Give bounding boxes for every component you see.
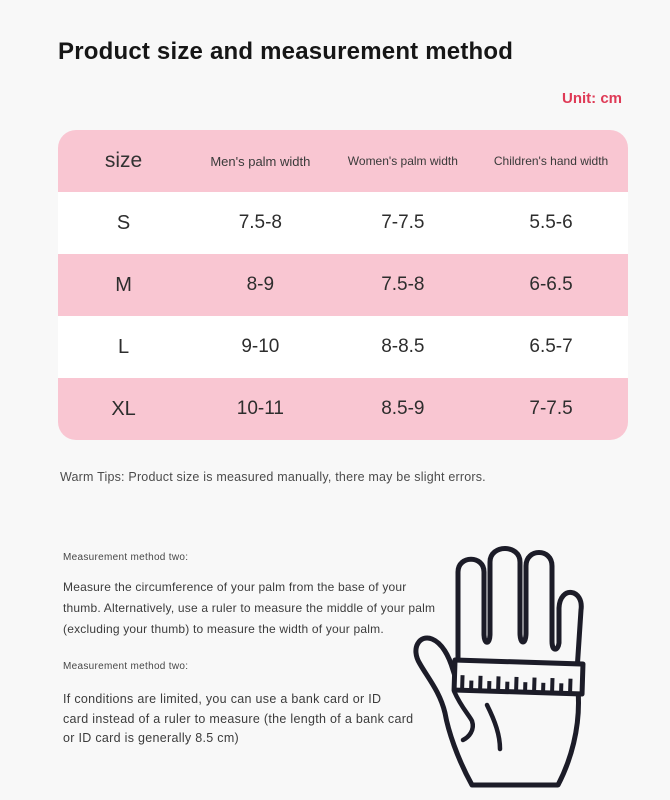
column-header-size: size	[104, 149, 143, 172]
table-row-l	[58, 316, 628, 378]
ruler-body	[454, 660, 583, 694]
measurement-method-2-label: Measurement method two:	[63, 661, 189, 672]
women-value-cell: 7-7.5	[381, 212, 425, 233]
column-header-children: Children's hand width	[493, 154, 609, 168]
children-value-cell: 6.5-7	[529, 336, 573, 357]
table-row-s	[58, 192, 628, 254]
men-value-cell: 9-10	[241, 336, 280, 357]
column-header-men: Men's palm width	[210, 153, 311, 169]
text-line: or ID card is generally 8.5 cm)	[63, 731, 240, 745]
men-value-cell: 7.5-8	[238, 212, 282, 233]
size-cell: L	[117, 335, 130, 358]
text-line: If conditions are limited, you can use a bank card or ID	[63, 692, 382, 706]
women-value-cell: 8.5-9	[381, 398, 425, 419]
table-row-xl	[58, 378, 628, 440]
table-row-m	[58, 254, 628, 316]
warm-tips-note: Warm Tips: Product size is measured manually, there may be slight errors.	[60, 470, 486, 484]
size-table	[58, 130, 628, 440]
children-value-cell: 6-6.5	[529, 274, 573, 295]
children-value-cell: 7-7.5	[529, 398, 573, 419]
size-cell: XL	[111, 397, 136, 420]
text-line: thumb. Alternatively, use a ruler to measure the middle of your palm	[63, 601, 436, 615]
text-line: Measure the circumference of your palm from the base of your	[63, 580, 407, 594]
men-value-cell: 8-9	[246, 274, 275, 295]
measurement-method-2-text	[63, 690, 413, 749]
children-value-cell: 5.5-6	[529, 212, 573, 233]
page-title: Product size and measurement method	[58, 38, 514, 66]
hand-with-ruler-illustration	[400, 520, 670, 800]
text-line: card instead of a ruler to measure (the length of a bank card	[63, 711, 414, 726]
women-value-cell: 7.5-8	[381, 274, 425, 295]
table-header-row	[58, 130, 628, 192]
unit-label: Unit: cm	[562, 90, 622, 107]
column-header-women: Women's palm width	[347, 154, 458, 168]
size-cell: S	[116, 211, 131, 234]
measurement-method-1-label: Measurement method two:	[63, 552, 189, 563]
men-value-cell: 10-11	[236, 398, 284, 419]
text-line: (excluding your thumb) to measure the width of your palm.	[63, 622, 384, 636]
measurement-method-1-text	[63, 577, 435, 640]
ruler	[454, 660, 583, 694]
women-value-cell: 8-8.5	[381, 336, 425, 357]
size-cell: M	[115, 273, 132, 296]
